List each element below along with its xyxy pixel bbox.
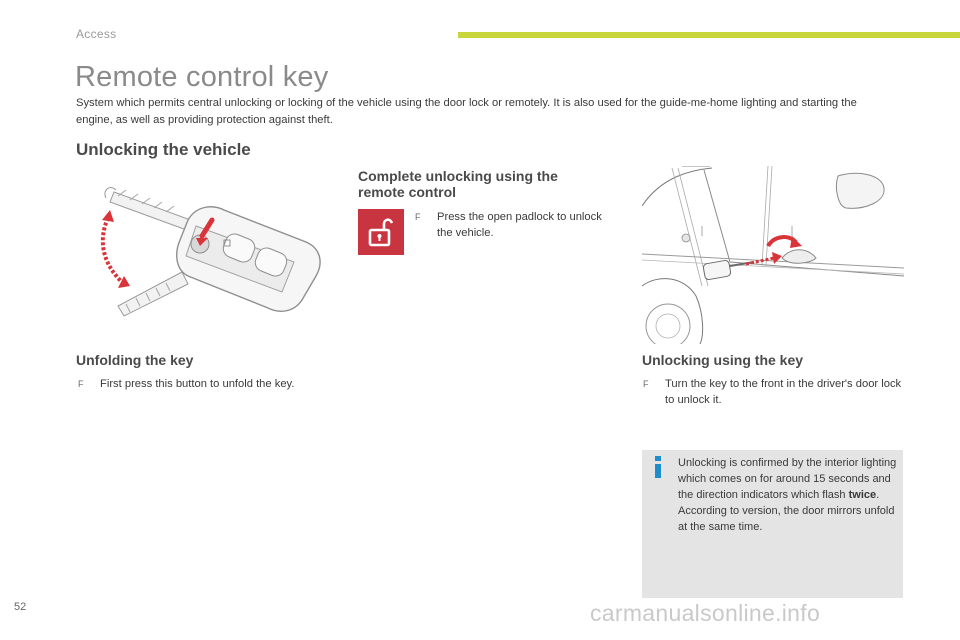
info-icon: [652, 456, 664, 478]
key-blade-bottom: [118, 272, 188, 316]
key-fob: [177, 207, 320, 311]
watermark: carmanualsonline.info: [590, 600, 821, 626]
intro-paragraph: System which permits central unlocking or locking of the vehicle using the door lock or remotely. It is also used for the guide-me-home lighting and starting the engine, as well as providing protection against theft.: [76, 97, 857, 126]
unfolding-key-heading: Unfolding the key: [76, 352, 194, 368]
unfold-arrow: [103, 218, 124, 284]
page-number: 52: [14, 601, 27, 613]
unlocking-using-key-heading: Unlocking using the key: [642, 352, 804, 368]
info-paragraph-1: Unlocking is confirmed by the interior lighting which comes on for around 15 seconds and the direction indicators which flash twice.: [678, 457, 897, 501]
using-key-instruction: F Turn the key to the front in the driver's door lock to unlock it.: [643, 378, 902, 406]
open-padlock-button-image: [358, 209, 404, 255]
bullet-marker: F: [643, 379, 649, 389]
folding-key-illustration: [96, 180, 328, 320]
unfolding-key-instruction: F First press this button to unfold the key.: [78, 378, 295, 390]
complete-unlocking-heading: Complete unlocking using the remote control: [358, 168, 558, 200]
info-emphasis: twice: [848, 489, 877, 501]
padlock-instruction: F Press the open padlock to unlock the vehicle.: [415, 211, 602, 239]
info-text: [678, 455, 898, 535]
open-padlock-icon: [358, 209, 404, 255]
key-blade-top: [105, 188, 196, 232]
info-paragraph-2: According to version, the door mirrors unfold at the same time.: [678, 505, 895, 533]
car-door-lock-illustration: [642, 166, 904, 344]
section-label: Access: [76, 27, 117, 41]
header-accent-bar: [458, 32, 960, 38]
bullet-marker: F: [415, 212, 421, 222]
bullet-marker: F: [78, 379, 84, 389]
page-title: Remote control key: [75, 61, 329, 93]
unlocking-heading: Unlocking the vehicle: [76, 140, 251, 159]
